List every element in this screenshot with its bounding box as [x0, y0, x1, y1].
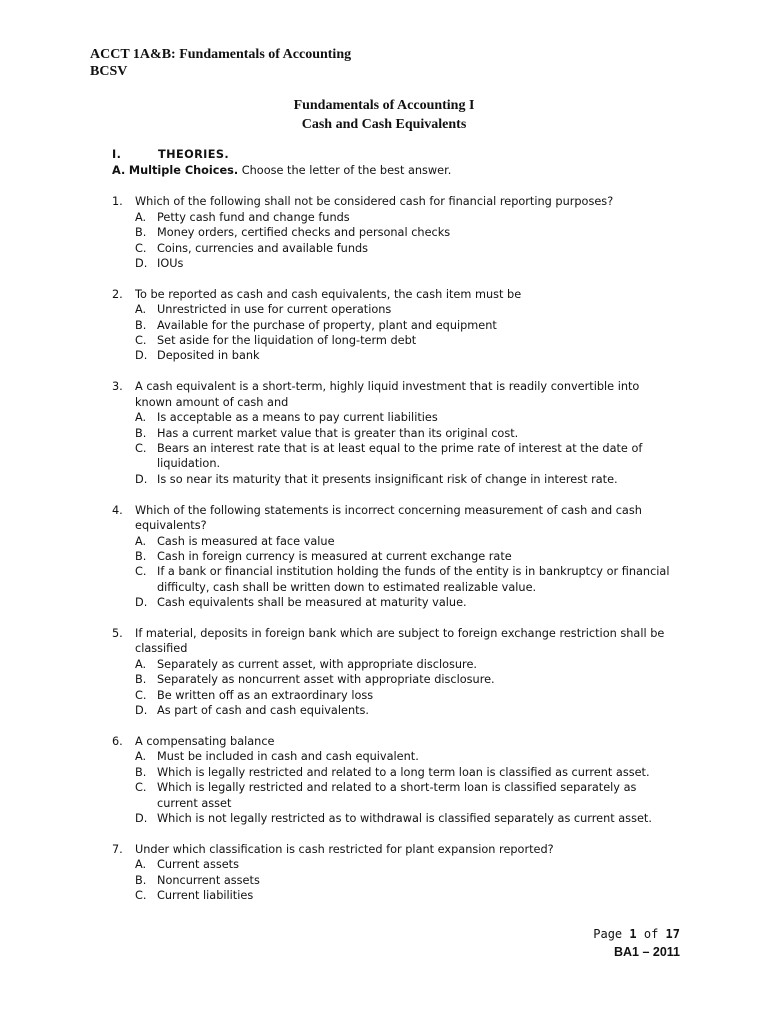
answer-option	[135, 873, 672, 888]
question-text: To be reported as cash and cash equivalents, the cash item must be	[135, 287, 522, 301]
option-text: Noncurrent assets	[157, 873, 260, 887]
option-text: Petty cash fund and change funds	[157, 210, 350, 224]
document-title	[0, 96, 768, 134]
option-letter: B.	[135, 226, 147, 240]
answer-option	[135, 302, 672, 317]
question-item	[112, 842, 672, 904]
option-text: IOUs	[157, 256, 184, 270]
option-text: Which is legally restricted and related to a short-term loan is classified separately as current asset	[157, 781, 637, 810]
option-letter: A.	[135, 858, 147, 872]
answer-option	[135, 811, 672, 826]
subsection-heading	[112, 163, 672, 178]
question-content	[135, 626, 672, 718]
option-letter: B.	[135, 873, 147, 887]
option-text: Which is legally restricted and related to a long term loan is classified as current asset.	[157, 765, 650, 779]
option-letter: C.	[135, 334, 147, 348]
question-number: 2.	[112, 287, 123, 301]
answer-option	[135, 857, 672, 872]
answer-option	[135, 888, 672, 903]
option-letter: C.	[135, 442, 147, 455]
question-content	[135, 379, 672, 487]
option-text: Separately as current asset, with appropriate disclosure.	[157, 657, 477, 671]
question-content	[135, 194, 672, 271]
option-letter: C.	[135, 889, 147, 903]
option-text: Set aside for the liquidation of long-term debt	[157, 334, 417, 348]
document-code: BA1 – 2011	[613, 945, 680, 959]
course-header	[90, 46, 351, 80]
option-text: As part of cash and cash equivalents.	[157, 704, 370, 718]
option-letter: A.	[135, 303, 147, 317]
title-line-2: Cash and Cash Equivalents	[301, 117, 467, 132]
option-letter: B.	[135, 318, 147, 332]
question-text: Which of the following shall not be considered cash for financial reporting purposes?	[135, 195, 614, 209]
question-item	[112, 503, 672, 611]
option-letter: D.	[135, 349, 148, 363]
question-item	[112, 194, 672, 271]
answer-option	[135, 318, 672, 333]
option-letter: A.	[135, 411, 147, 425]
option-letter: D.	[135, 256, 148, 270]
question-item	[112, 626, 672, 718]
answer-option	[135, 549, 672, 564]
option-text: Deposited in bank	[157, 349, 260, 363]
option-letter: C.	[135, 565, 147, 579]
question-text: Under which classification is cash restricted for plant expansion reported?	[135, 842, 554, 856]
question-number: 4.	[112, 503, 123, 517]
page-word: Page	[593, 927, 623, 941]
option-text: Is acceptable as a means to pay current liabilities	[157, 411, 438, 425]
section-number: I.	[112, 148, 122, 161]
answer-option	[135, 534, 672, 549]
option-text: Current assets	[157, 858, 239, 872]
option-letter: A.	[135, 534, 147, 548]
answer-option	[135, 657, 672, 672]
question-text: If material, deposits in foreign bank which are subject to foreign exchange restriction shall be classified	[135, 627, 665, 656]
option-text: Cash in foreign currency is measured at current exchange rate	[157, 549, 512, 563]
answer-option	[135, 564, 672, 595]
option-letter: D.	[135, 704, 148, 718]
option-text: Be written off as an extraordinary loss	[157, 688, 374, 702]
option-text: Bears an interest rate that is at least equal to the prime rate of interest at the date of liquidation.	[157, 442, 643, 471]
option-letter: B.	[135, 426, 147, 440]
subsection-instructions: Choose the letter of the best answer.	[238, 164, 452, 178]
answer-option	[135, 765, 672, 780]
option-text: Which is not legally restricted as to withdrawal is classified separately as current asset.	[157, 812, 652, 826]
answer-option	[135, 441, 672, 472]
answer-option	[135, 348, 672, 363]
question-number: 6.	[112, 735, 123, 748]
course-title: ACCT 1A&B: Fundamentals of Accounting	[90, 47, 352, 62]
question-content	[135, 503, 672, 611]
option-text: Coins, currencies and available funds	[157, 241, 369, 255]
answer-option	[135, 703, 672, 718]
question-number: 1.	[112, 195, 123, 209]
answer-option	[135, 225, 672, 240]
answer-option	[135, 749, 672, 764]
question-text: Which of the following statements is incorrect concerning measurement of cash and cash equivalents?	[135, 503, 642, 533]
answer-option	[135, 472, 672, 487]
option-letter: D.	[135, 596, 148, 610]
option-letter: C.	[135, 688, 147, 702]
option-letter: A.	[135, 210, 147, 224]
question-content	[135, 287, 672, 364]
section-label: THEORIES.	[158, 148, 230, 161]
option-text: Has a current market value that is greater than its original cost.	[157, 426, 519, 440]
option-text: Cash is measured at face value	[157, 534, 335, 548]
document-body	[112, 147, 672, 904]
option-text: Unrestricted in use for current operations	[157, 303, 392, 317]
question-content	[135, 842, 672, 904]
page-footer	[593, 926, 680, 961]
option-letter: B.	[135, 549, 147, 563]
question-number: 5.	[112, 627, 123, 641]
option-letter: C.	[135, 781, 147, 795]
subsection-label: Multiple Choices.	[128, 164, 239, 178]
answer-option	[135, 672, 672, 687]
page-of: of	[643, 927, 659, 941]
question-number: 3.	[112, 380, 123, 394]
question-item	[112, 287, 672, 364]
option-letter: C.	[135, 241, 147, 255]
option-text: Cash equivalents shall be measured at maturity value.	[157, 596, 467, 610]
option-text: Available for the purchase of property, plant and equipment	[157, 318, 497, 332]
option-text: Money orders, certified checks and personal checks	[157, 226, 451, 240]
option-text: Current liabilities	[157, 889, 254, 903]
page-current: 1	[629, 927, 637, 941]
title-line-1: Fundamentals of Accounting I	[293, 98, 475, 113]
option-letter: D.	[135, 812, 148, 826]
answer-option	[135, 241, 672, 256]
section-heading	[112, 147, 672, 162]
option-letter: B.	[135, 765, 147, 779]
question-number: 7.	[112, 842, 123, 856]
question-item	[112, 734, 672, 826]
answer-option	[135, 780, 672, 811]
option-letter: A.	[135, 657, 147, 671]
subsection-letter: A.	[112, 164, 126, 178]
question-text: A cash equivalent is a short-term, highly liquid investment that is readily convertible into known amount of cash and	[135, 380, 640, 409]
answer-option	[135, 256, 672, 271]
option-text: Must be included in cash and cash equivalent.	[157, 750, 419, 764]
answer-option	[135, 595, 672, 610]
page-total: 17	[665, 927, 680, 941]
page-number	[593, 926, 680, 943]
option-text: If a bank or financial institution holding the funds of the entity is in bankruptcy or financial difficulty, cash shall be written down to estimated realizable value.	[157, 565, 670, 594]
answer-option	[135, 688, 672, 703]
answer-option	[135, 333, 672, 348]
option-letter: B.	[135, 673, 147, 687]
question-list	[112, 194, 672, 903]
answer-option	[135, 426, 672, 441]
answer-option	[135, 210, 672, 225]
question-item	[112, 379, 672, 487]
answer-option	[135, 410, 672, 425]
option-letter: D.	[135, 472, 148, 486]
option-text: Separately as noncurrent asset with appropriate disclosure.	[157, 673, 495, 687]
course-code: BCSV	[90, 64, 128, 79]
option-letter: A.	[135, 750, 147, 764]
question-text: A compensating balance	[135, 735, 275, 748]
question-content	[135, 734, 672, 826]
option-text: Is so near its maturity that it presents insignificant risk of change in interest rate.	[157, 472, 618, 486]
